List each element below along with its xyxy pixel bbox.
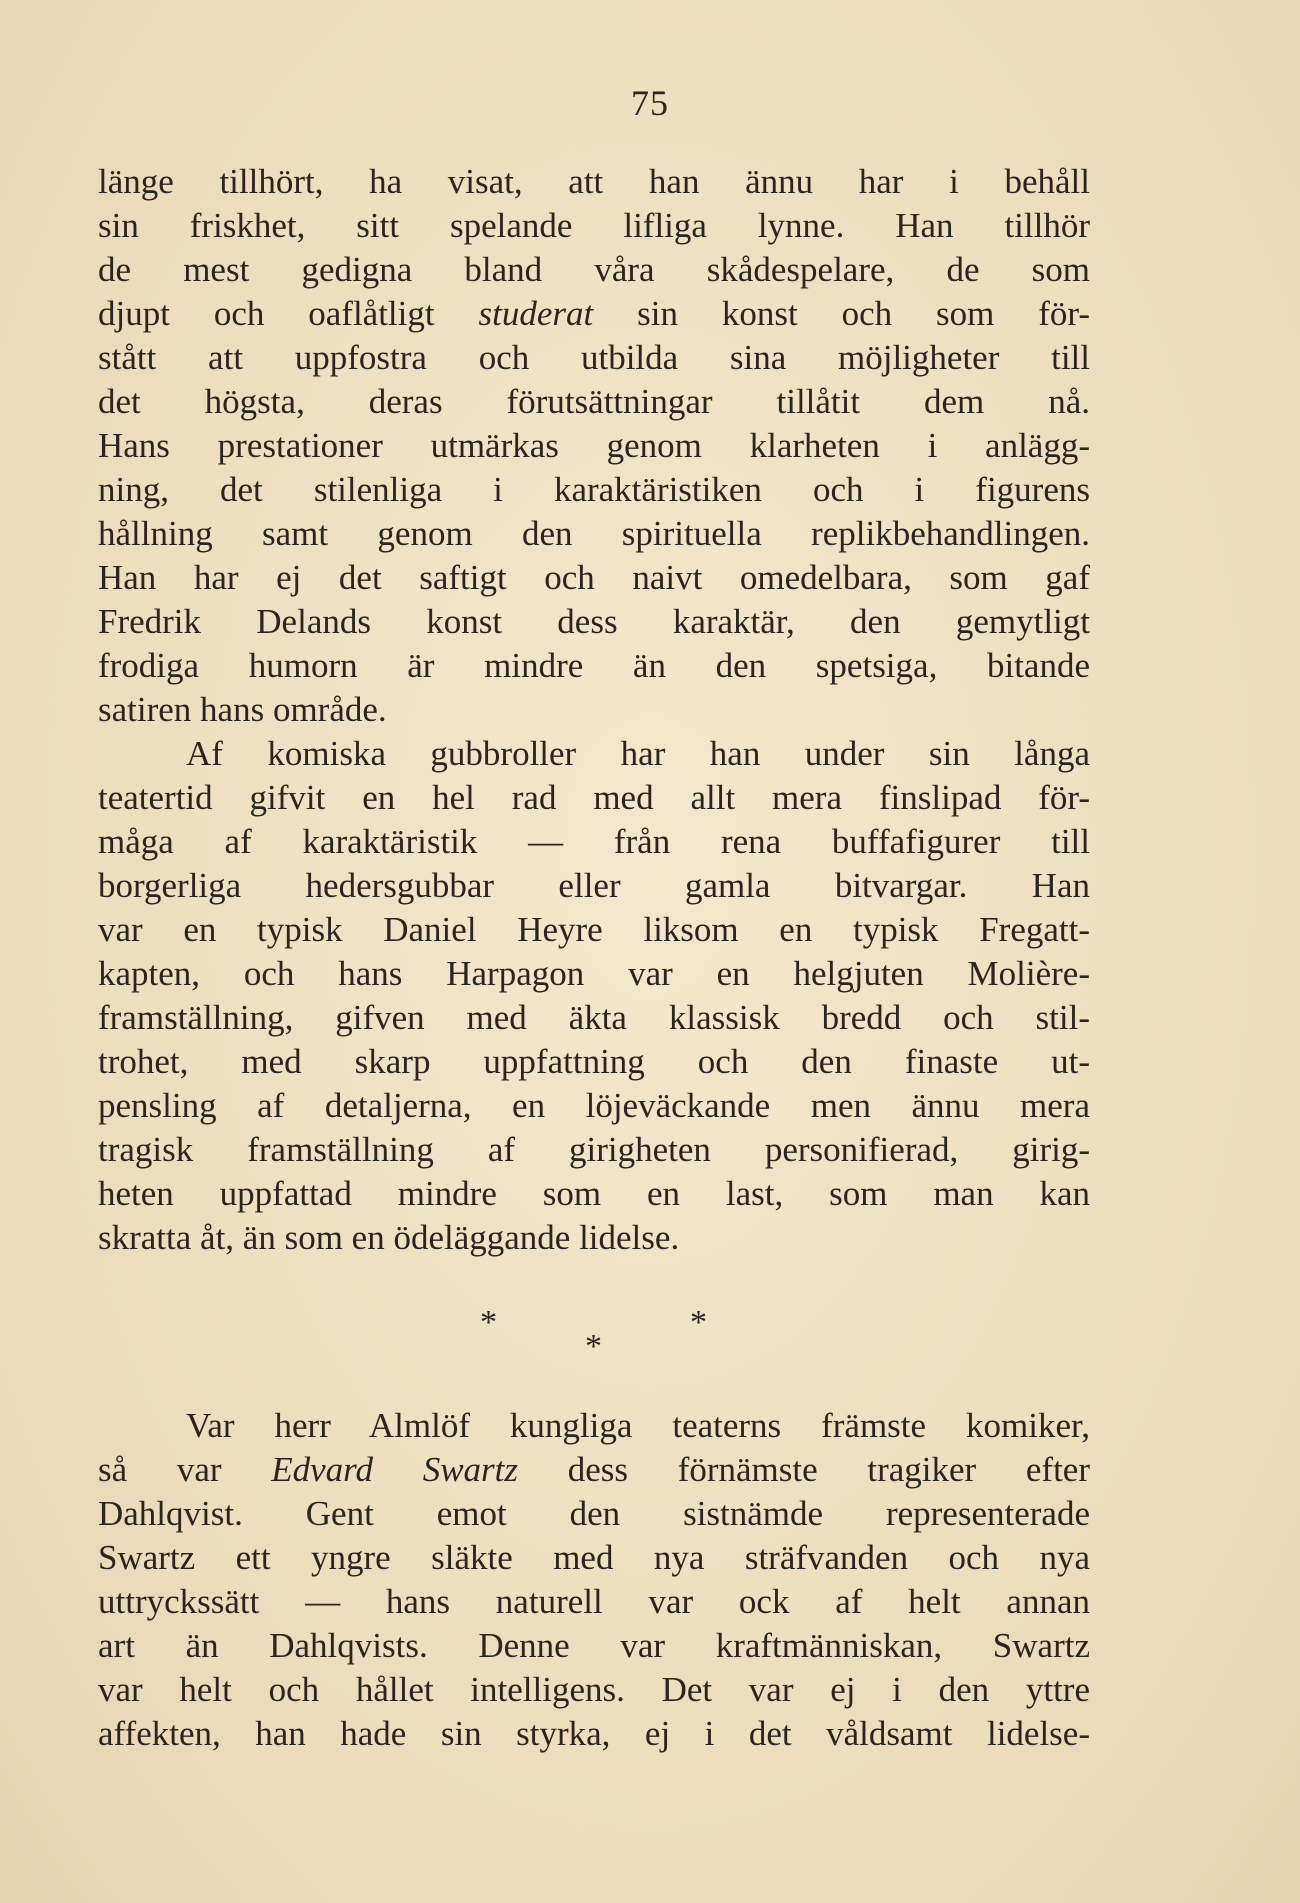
text-line: Dahlqvist. Gent emot den sistnämde representerade bbox=[98, 1494, 1090, 1533]
text-line-content: så var Edvard Swartz dess förnämste tragiker efter bbox=[98, 1450, 1090, 1489]
separator-asterisk: * bbox=[690, 1304, 707, 1341]
text-line: affekten, han hade sin styrka, ej i det våldsamt lidelse- bbox=[98, 1714, 1090, 1753]
text-line: trohet, med skarp uppfattning och den finaste ut- bbox=[98, 1042, 1090, 1081]
text-line: Swartz ett yngre släkte med nya sträfvanden och nya bbox=[98, 1538, 1090, 1577]
text-line: heten uppfattad mindre som en last, som man kan bbox=[98, 1174, 1090, 1213]
text-line: kapten, och hans Harpagon var en helgjuten Molière- bbox=[98, 954, 1090, 993]
text-line: framställning, gifven med äkta klassisk bredd och stil- bbox=[98, 998, 1090, 1037]
emphasized-text: Edvard Swartz bbox=[271, 1450, 519, 1489]
text-line: måga af karaktäristik — från rena buffafigurer till bbox=[98, 822, 1090, 861]
text-line: tragisk framställning af girigheten personifierad, girig- bbox=[98, 1130, 1090, 1169]
text-line: ning, det stilenliga i karaktäristiken och i figurens bbox=[98, 470, 1090, 509]
text-line: Fredrik Delands konst dess karaktär, den gemytligt bbox=[98, 602, 1090, 641]
text-line: stått att uppfostra och utbilda sina möjligheter till bbox=[98, 338, 1090, 377]
text-line: art än Dahlqvists. Denne var kraftmänniskan, Swartz bbox=[98, 1626, 1090, 1665]
text-line: djupt och oaflåtligt studerat sin konst och som för- bbox=[98, 294, 1091, 333]
text-line: länge tillhört, ha visat, att han ännu har i behåll bbox=[98, 162, 1090, 201]
text-line: Var herr Almlöf kungliga teaterns främste komiker, bbox=[186, 1406, 1090, 1445]
text-line: sin friskhet, sitt spelande lifliga lynne. Han tillhör bbox=[98, 206, 1090, 245]
text-line: de mest gedigna bland våra skådespelare, de som bbox=[98, 250, 1090, 289]
text-line: Hans prestationer utmärkas genom klarheten i anlägg- bbox=[98, 426, 1090, 465]
text-line bbox=[98, 1448, 1090, 1492]
separator-asterisk: * bbox=[480, 1304, 497, 1341]
text-line: skratta åt, än som en ödeläggande lidelse. bbox=[98, 1218, 680, 1257]
text-line: Af komiska gubbroller har han under sin långa bbox=[186, 734, 1090, 773]
text-line: uttryckssätt — hans naturell var ock af helt annan bbox=[98, 1582, 1090, 1621]
text-line: hållning samt genom den spirituella replikbehandlingen. bbox=[98, 514, 1090, 553]
page-number: 75 bbox=[631, 83, 669, 123]
emphasized-text: studerat bbox=[478, 294, 594, 333]
text-line: teatertid gifvit en hel rad med allt mera finslipad för- bbox=[98, 778, 1090, 817]
text-line: var helt och hållet intelligens. Det var ej i den yttre bbox=[98, 1670, 1090, 1709]
separator-asterisk: * bbox=[585, 1328, 602, 1365]
text-line: Han har ej det saftigt och naivt omedelbara, som gaf bbox=[98, 558, 1090, 597]
text-line: satiren hans område. bbox=[98, 690, 387, 729]
text-line: frodiga humorn är mindre än den spetsiga, bitande bbox=[98, 646, 1090, 685]
text-line: det högsta, deras förutsättningar tillåtit dem nå. bbox=[98, 382, 1090, 421]
text-line: var en typisk Daniel Heyre liksom en typisk Fregatt- bbox=[98, 910, 1090, 949]
text-line: pensling af detaljerna, en löjeväckande men ännu mera bbox=[98, 1086, 1090, 1125]
text-line: borgerliga hedersgubbar eller gamla bitvargar. Han bbox=[98, 866, 1090, 905]
